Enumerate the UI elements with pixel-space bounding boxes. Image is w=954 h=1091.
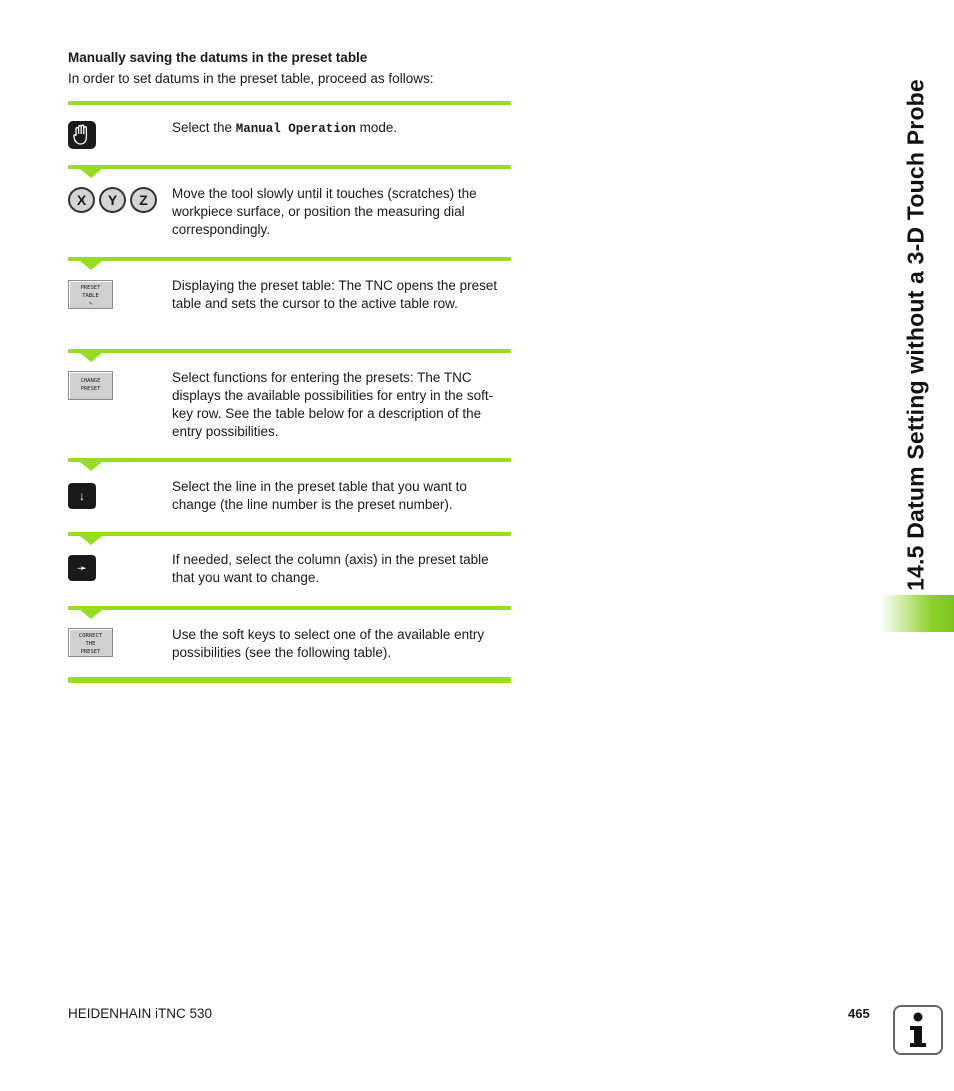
- section-heading: Manually saving the datums in the preset table: [68, 50, 368, 65]
- step-text: Select the Manual Operation mode.: [172, 120, 398, 136]
- step-4: [68, 353, 511, 458]
- divider: [68, 677, 511, 683]
- step-3: [68, 261, 511, 349]
- step-6: [68, 536, 511, 606]
- step-text: Select functions for entering the presets: The TNC displays the available possibilities for entry in the soft-key row. See the table below for a description of the entry possibilities.: [172, 370, 494, 439]
- step-text: If needed, select the column (axis) in the preset table that you want to change.: [172, 552, 489, 585]
- correct-preset-softkey: CORRECT THE PRESET: [68, 628, 113, 657]
- edit-icon: ✎: [88, 301, 93, 307]
- axis-keys-icon: [68, 187, 157, 213]
- mode-name: Manual Operation: [235, 122, 356, 136]
- z-axis-key: Z: [130, 187, 157, 213]
- page-number: 465: [848, 1006, 870, 1021]
- step-7: [68, 610, 511, 677]
- hand-icon: [68, 121, 96, 149]
- x-axis-key: X: [68, 187, 95, 213]
- procedure-steps: [68, 101, 511, 683]
- arrow-right-icon: ➛: [68, 555, 96, 581]
- step-5: [68, 462, 511, 532]
- step-text: Move the tool slowly until it touches (scratches) the workpiece surface, or position the measuring dial correspondingly.: [172, 186, 477, 237]
- y-axis-key: Y: [99, 187, 126, 213]
- intro-text: In order to set datums in the preset table, proceed as follows:: [68, 71, 434, 86]
- chapter-sidebar: [878, 40, 954, 630]
- chapter-title: 14.5 Datum Setting without a 3-D Touch Probe: [902, 79, 929, 591]
- change-preset-softkey: CHANGE PRESET: [68, 371, 113, 400]
- step-1: [68, 105, 511, 165]
- footer-product: HEIDENHAIN iTNC 530: [68, 1006, 213, 1021]
- arrow-down-icon: ↓: [68, 483, 96, 509]
- step-text: Select the line in the preset table that you want to change (the line number is the preset number).: [172, 479, 467, 512]
- step-2: [68, 169, 511, 257]
- preset-table-softkey: PRESET TABLE ✎: [68, 280, 113, 309]
- step-text: Use the soft keys to select one of the available entry possibilities (see the following table).: [172, 627, 485, 660]
- step-text: Displaying the preset table: The TNC opens the preset table and sets the cursor to the active table row.: [172, 278, 498, 311]
- info-icon: [893, 1005, 943, 1055]
